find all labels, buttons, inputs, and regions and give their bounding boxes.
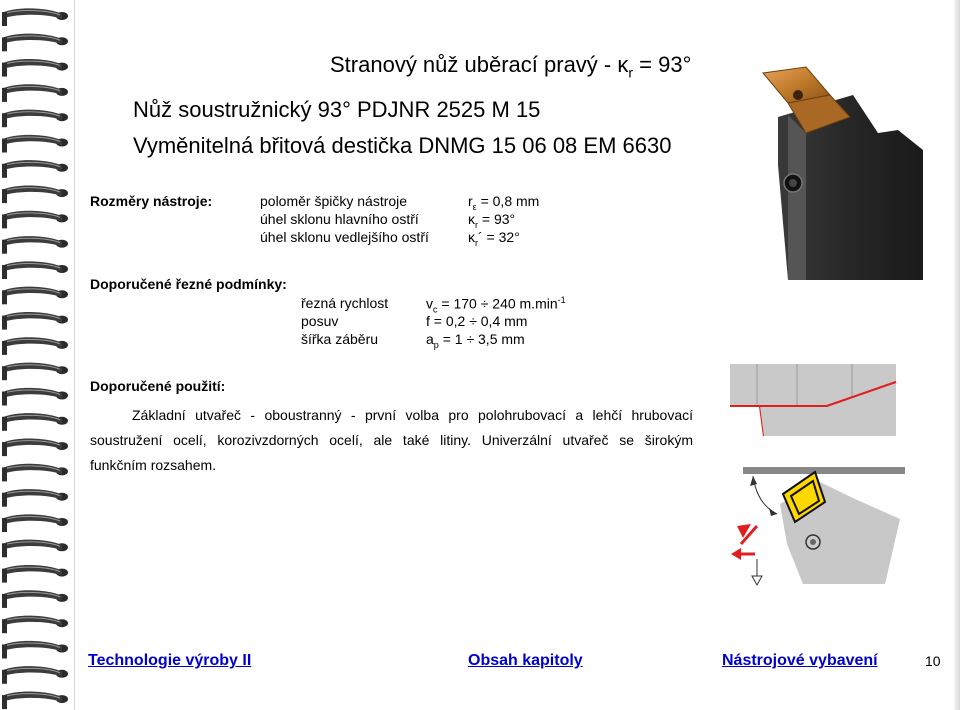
cond-label-2: posuv <box>301 313 339 329</box>
dim-value-3: $\kappa_r´ = 32^\circ$ <box>468 229 520 248</box>
dim-value-1: $r_\varepsilon = 0,8$ mm <box>468 193 540 212</box>
spiral-binding <box>0 0 74 710</box>
dim-label-1: poloměr špičky nástroje <box>260 193 408 209</box>
page-number: 10 <box>925 653 941 669</box>
tool-name: Nůž soustružnický 93° PDJNR 2525 M 15 <box>133 97 541 122</box>
cond-value-2: f = 0,2 ÷ 0,4 mm <box>426 313 528 329</box>
insert-name: Vyměnitelná břitová destička DNMG 15 06 08 EM 6630 <box>133 133 672 158</box>
usage-line-2: soustružení ocelí, korozivzdorných ocelí, ale také litiny. Univerzální utvařeč se širokým <box>90 432 693 448</box>
usage-line-1: Základní utvařeč - oboustranný - první volba pro polohrubovací a lehčí hrubovací <box>132 407 693 423</box>
footer-link-obsah[interactable]: Obsah kapitoly <box>468 652 583 669</box>
conditions-heading: Doporučené řezné podmínky: <box>90 276 287 292</box>
usage-line-3: funkčním rozsahem. <box>90 457 217 473</box>
tool-photo <box>758 55 938 300</box>
workpiece-diagram <box>722 362 902 440</box>
cond-value-1: $v_c = 170 \div 240$ $m.\min^{-1}$ <box>426 295 566 315</box>
footer-link-technologie[interactable]: Technologie výroby II <box>88 652 252 669</box>
usage-heading: Doporučené použití: <box>90 378 226 394</box>
dim-label-2: úhel sklonu hlavního ostří <box>260 211 419 227</box>
footer-link-nastrojove[interactable]: Nástrojové vybavení <box>722 652 878 669</box>
cutting-schematic <box>725 464 910 589</box>
dim-label-3: úhel sklonu vedlejšího ostří <box>260 229 429 245</box>
page-title: Stranový nůž uběrací pravý - $\kappa_r = 93^\circ$ <box>330 52 692 81</box>
cond-label-1: řezná rychlost <box>301 295 389 311</box>
dim-value-2: $\kappa_r = 93^\circ$ <box>468 211 516 230</box>
cond-value-3: $a_p = 1 \div 3,5$ mm <box>426 331 525 350</box>
page-edge-right <box>954 0 960 710</box>
cond-label-3: šířka záběru <box>301 331 379 347</box>
usage-text <box>90 403 693 478</box>
dimensions-heading: Rozměry nástroje: <box>90 193 213 209</box>
page-edge <box>74 0 75 710</box>
